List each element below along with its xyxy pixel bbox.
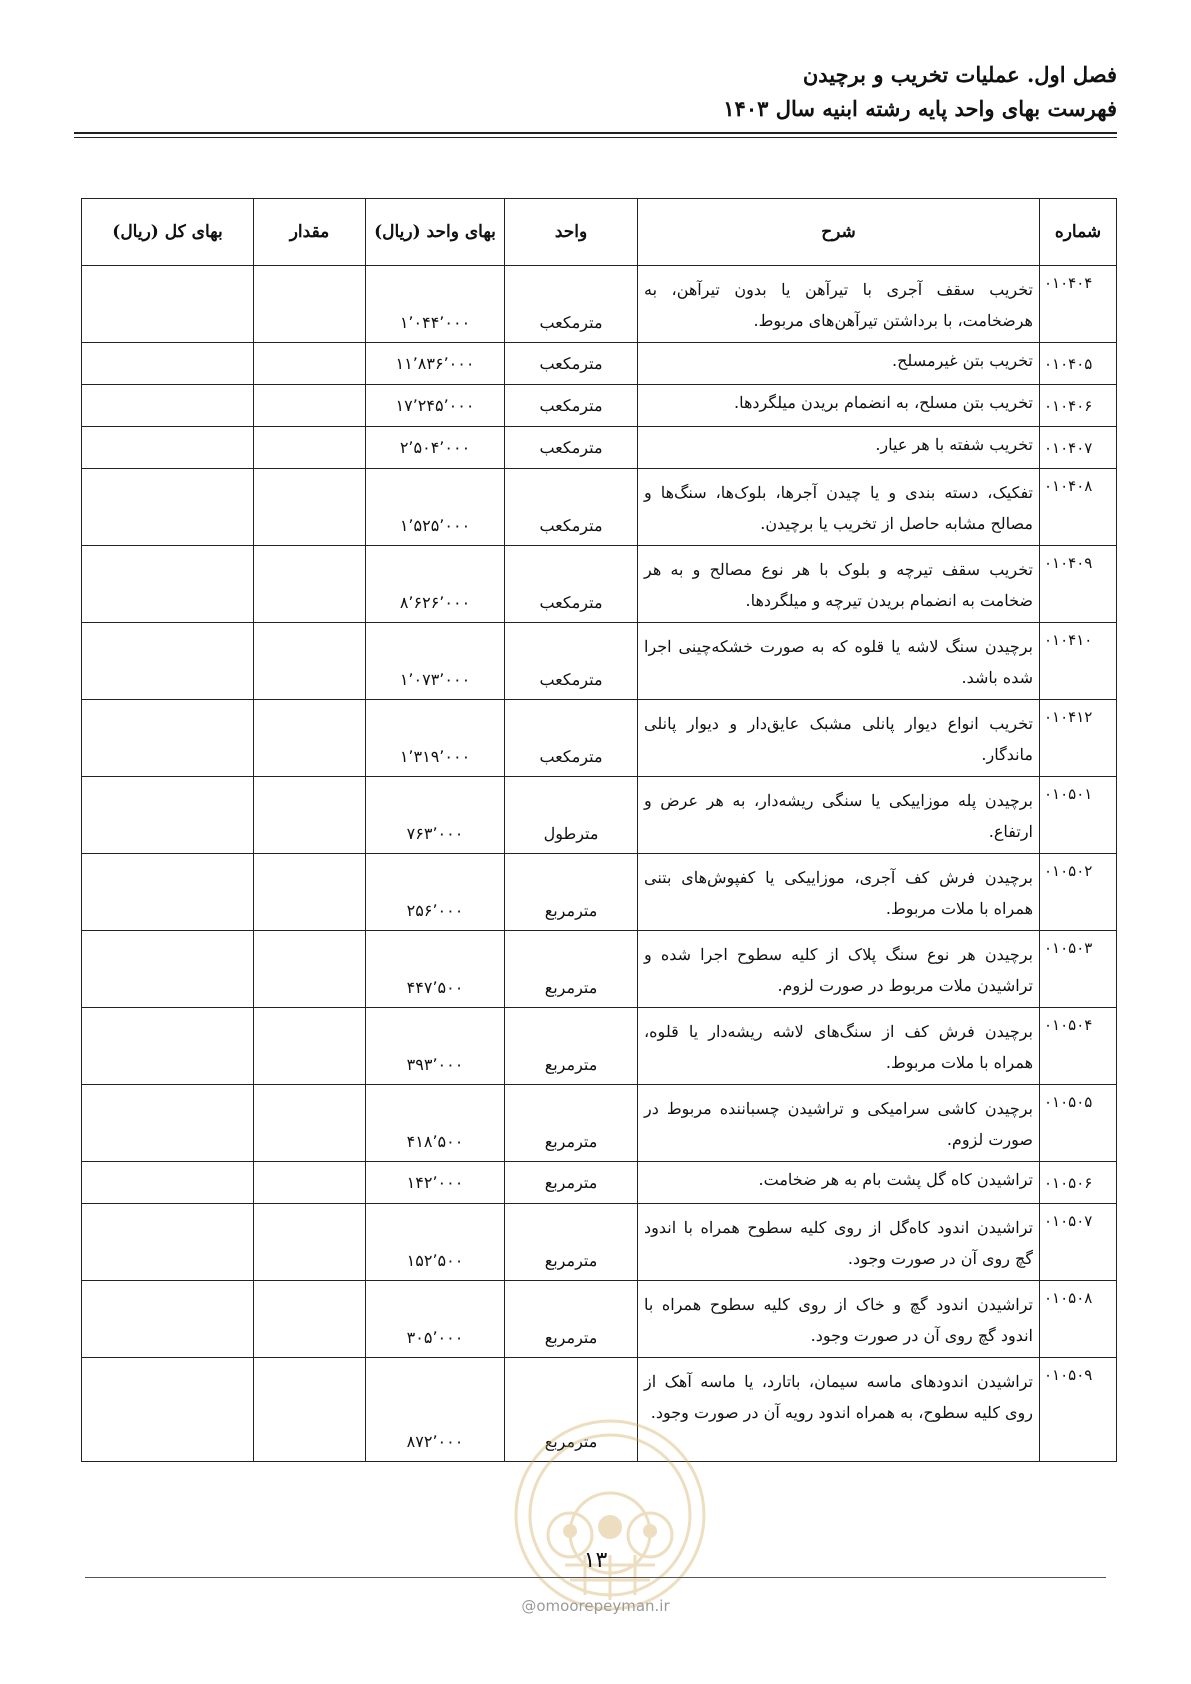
item-total-price — [82, 931, 254, 1008]
item-unit: مترمکعب — [505, 623, 638, 700]
table-header-row — [82, 199, 1117, 266]
item-unit: مترمکعب — [505, 385, 638, 427]
item-unit: مترطول — [505, 777, 638, 854]
item-unit: مترمکعب — [505, 546, 638, 623]
item-quantity — [254, 1008, 366, 1085]
item-description: برچیدن سنگ لاشه یا قلوه که به صورت خشکه‌چینی اجرا شده باشد. — [638, 623, 1040, 700]
item-unit: مترمربع — [505, 1162, 638, 1204]
item-total-price — [82, 1085, 254, 1162]
item-number: ۰۱۰۴۱۰ — [1040, 623, 1117, 700]
table-row — [82, 1008, 1117, 1085]
table-row — [82, 343, 1117, 385]
item-number: ۰۱۰۵۰۲ — [1040, 854, 1117, 931]
item-number: ۰۱۰۵۰۸ — [1040, 1281, 1117, 1358]
item-total-price — [82, 1162, 254, 1204]
item-unit-price: ۳۹۳٬۰۰۰ — [366, 1008, 505, 1085]
table-row — [82, 1204, 1117, 1281]
item-description: برچیدن پله موزاییکی یا سنگی ریشه‌دار، به هر عرض و ارتفاع. — [638, 777, 1040, 854]
website-watermark: @omoorepeyman.ir — [521, 1597, 670, 1615]
item-unit-price: ۱٬۰۴۴٬۰۰۰ — [366, 266, 505, 343]
table-row — [82, 546, 1117, 623]
item-total-price — [82, 1281, 254, 1358]
item-unit-price: ۸۷۲٬۰۰۰ — [366, 1358, 505, 1462]
item-unit-price: ۲۵۶٬۰۰۰ — [366, 854, 505, 931]
table-row — [82, 700, 1117, 777]
item-description: تخریب بتن غیرمسلح. — [638, 343, 1040, 385]
item-description: تخریب بتن مسلح، به انضمام بریدن میلگردها. — [638, 385, 1040, 427]
item-quantity — [254, 854, 366, 931]
table-row — [82, 1162, 1117, 1204]
item-total-price — [82, 385, 254, 427]
item-unit: مترمکعب — [505, 469, 638, 546]
page-number: ۱۳ — [583, 1548, 608, 1573]
table-row — [82, 931, 1117, 1008]
item-total-price — [82, 266, 254, 343]
item-unit-price: ۱۴۲٬۰۰۰ — [366, 1162, 505, 1204]
item-unit: مترمربع — [505, 1085, 638, 1162]
page-header — [74, 58, 1117, 126]
col-header-unit: واحد — [505, 199, 638, 266]
item-unit: مترمکعب — [505, 266, 638, 343]
item-total-price — [82, 1358, 254, 1462]
table-row — [82, 1085, 1117, 1162]
chapter-title: فصل اول. عملیات تخریب و برچیدن — [802, 62, 1117, 87]
item-unit: مترمکعب — [505, 343, 638, 385]
item-quantity — [254, 777, 366, 854]
item-quantity — [254, 1204, 366, 1281]
item-quantity — [254, 343, 366, 385]
item-number: ۰۱۰۴۰۷ — [1040, 427, 1117, 469]
item-unit: مترمربع — [505, 1008, 638, 1085]
item-description: تخریب انواع دیوار پانلی مشبک عایق‌دار و دیوار پانلی ماندگار. — [638, 700, 1040, 777]
item-unit-price: ۷۶۳٬۰۰۰ — [366, 777, 505, 854]
header-rule-thin — [74, 137, 1117, 138]
item-total-price — [82, 700, 254, 777]
item-number: ۰۱۰۴۰۴ — [1040, 266, 1117, 343]
item-unit-price: ۸٬۶۲۶٬۰۰۰ — [366, 546, 505, 623]
item-number: ۰۱۰۵۰۷ — [1040, 1204, 1117, 1281]
item-number: ۰۱۰۵۰۶ — [1040, 1162, 1117, 1204]
item-quantity — [254, 427, 366, 469]
item-description: تراشیدن اندود گچ و خاک از روی کلیه سطوح همراه با اندود گچ روی آن در صورت وجود. — [638, 1281, 1040, 1358]
table-row — [82, 427, 1117, 469]
item-total-price — [82, 546, 254, 623]
header-rule-thick — [74, 132, 1117, 134]
item-number: ۰۱۰۵۰۵ — [1040, 1085, 1117, 1162]
item-total-price — [82, 623, 254, 700]
item-description: تخریب سقف آجری با تیرآهن یا بدون تیرآهن، به هرضخامت، با برداشتن تیرآهن‌های مربوط. — [638, 266, 1040, 343]
item-number: ۰۱۰۴۰۸ — [1040, 469, 1117, 546]
table-row — [82, 1281, 1117, 1358]
table-row — [82, 854, 1117, 931]
col-header-unit-price: بهای واحد (ریال) — [366, 199, 505, 266]
table-body — [82, 266, 1117, 1462]
item-quantity — [254, 546, 366, 623]
item-number: ۰۱۰۴۰۶ — [1040, 385, 1117, 427]
item-quantity — [254, 931, 366, 1008]
item-total-price — [82, 469, 254, 546]
item-unit-price: ۱٬۳۱۹٬۰۰۰ — [366, 700, 505, 777]
item-unit-price: ۴۴۷٬۵۰۰ — [366, 931, 505, 1008]
item-quantity — [254, 266, 366, 343]
item-number: ۰۱۰۵۰۱ — [1040, 777, 1117, 854]
item-total-price — [82, 1008, 254, 1085]
item-quantity — [254, 1358, 366, 1462]
item-unit: مترمربع — [505, 1358, 638, 1462]
item-quantity — [254, 700, 366, 777]
footer-rule — [85, 1577, 1106, 1578]
item-unit: مترمربع — [505, 1204, 638, 1281]
item-description: تخریب سقف تیرچه و بلوک با هر نوع مصالح و به هر ضخامت به انضمام بریدن تیرچه و میلگردها. — [638, 546, 1040, 623]
item-description: برچیدن فرش کف از سنگ‌های لاشه ریشه‌دار یا قلوه، همراه با ملات مربوط. — [638, 1008, 1040, 1085]
item-unit-price: ۱٬۵۲۵٬۰۰۰ — [366, 469, 505, 546]
item-total-price — [82, 343, 254, 385]
item-description: برچیدن فرش کف آجری، موزاییکی یا کفپوش‌های بتنی همراه با ملات مربوط. — [638, 854, 1040, 931]
table-row — [82, 469, 1117, 546]
price-table — [81, 198, 1117, 1462]
item-unit-price: ۱۱٬۸۳۶٬۰۰۰ — [366, 343, 505, 385]
col-header-number: شماره — [1040, 199, 1117, 266]
list-title: فهرست بهای واحد پایه رشته ابنیه سال ۱۴۰۳ — [723, 96, 1117, 121]
item-number: ۰۱۰۴۰۹ — [1040, 546, 1117, 623]
table-row — [82, 266, 1117, 343]
item-unit: مترمکعب — [505, 427, 638, 469]
item-number: ۰۱۰۴۱۲ — [1040, 700, 1117, 777]
item-unit-price: ۱۵۲٬۵۰۰ — [366, 1204, 505, 1281]
item-quantity — [254, 1281, 366, 1358]
item-unit: مترمربع — [505, 1281, 638, 1358]
table-row — [82, 385, 1117, 427]
item-unit-price: ۱٬۰۷۳٬۰۰۰ — [366, 623, 505, 700]
item-quantity — [254, 623, 366, 700]
item-description: برچیدن هر نوع سنگ پلاک از کلیه سطوح اجرا شده و تراشیدن ملات مربوط در صورت لزوم. — [638, 931, 1040, 1008]
item-total-price — [82, 427, 254, 469]
organization-seal — [510, 1415, 710, 1615]
item-number: ۰۱۰۵۰۹ — [1040, 1358, 1117, 1462]
col-header-quantity: مقدار — [254, 199, 366, 266]
item-unit-price: ۴۱۸٬۵۰۰ — [366, 1085, 505, 1162]
item-unit: مترمربع — [505, 854, 638, 931]
item-description: تراشیدن کاه گل پشت بام به هر ضخامت. — [638, 1162, 1040, 1204]
col-header-description: شرح — [638, 199, 1040, 266]
item-unit-price: ۲٬۵۰۴٬۰۰۰ — [366, 427, 505, 469]
item-description: برچیدن کاشی سرامیکی و تراشیدن چسباننده مربوط در صورت لزوم. — [638, 1085, 1040, 1162]
item-number: ۰۱۰۴۰۵ — [1040, 343, 1117, 385]
item-unit: مترمربع — [505, 931, 638, 1008]
table-row — [82, 777, 1117, 854]
item-unit-price: ۳۰۵٬۰۰۰ — [366, 1281, 505, 1358]
item-quantity — [254, 469, 366, 546]
item-number: ۰۱۰۵۰۳ — [1040, 931, 1117, 1008]
item-quantity — [254, 1085, 366, 1162]
item-description: تراشیدن اندودهای ماسه سیمان، باتارد، یا ماسه آهک از روی کلیه سطوح، به همراه اندود رویه آن در صورت وجود. — [638, 1358, 1040, 1462]
col-header-total-price: بهای کل (ریال) — [82, 199, 254, 266]
item-description: تخریب شفته با هر عیار. — [638, 427, 1040, 469]
item-description: تفکیک، دسته بندی و یا چیدن آجرها، بلوک‌ها، سنگ‌ها و مصالح مشابه حاصل از تخریب یا برچیدن. — [638, 469, 1040, 546]
item-description: تراشیدن اندود کاه‌گل از روی کلیه سطوح همراه با اندود گچ روی آن در صورت وجود. — [638, 1204, 1040, 1281]
item-total-price — [82, 777, 254, 854]
item-number: ۰۱۰۵۰۴ — [1040, 1008, 1117, 1085]
item-unit-price: ۱۷٬۲۴۵٬۰۰۰ — [366, 385, 505, 427]
item-total-price — [82, 1204, 254, 1281]
item-unit: مترمکعب — [505, 700, 638, 777]
item-quantity — [254, 1162, 366, 1204]
table-row — [82, 623, 1117, 700]
item-total-price — [82, 854, 254, 931]
item-quantity — [254, 385, 366, 427]
